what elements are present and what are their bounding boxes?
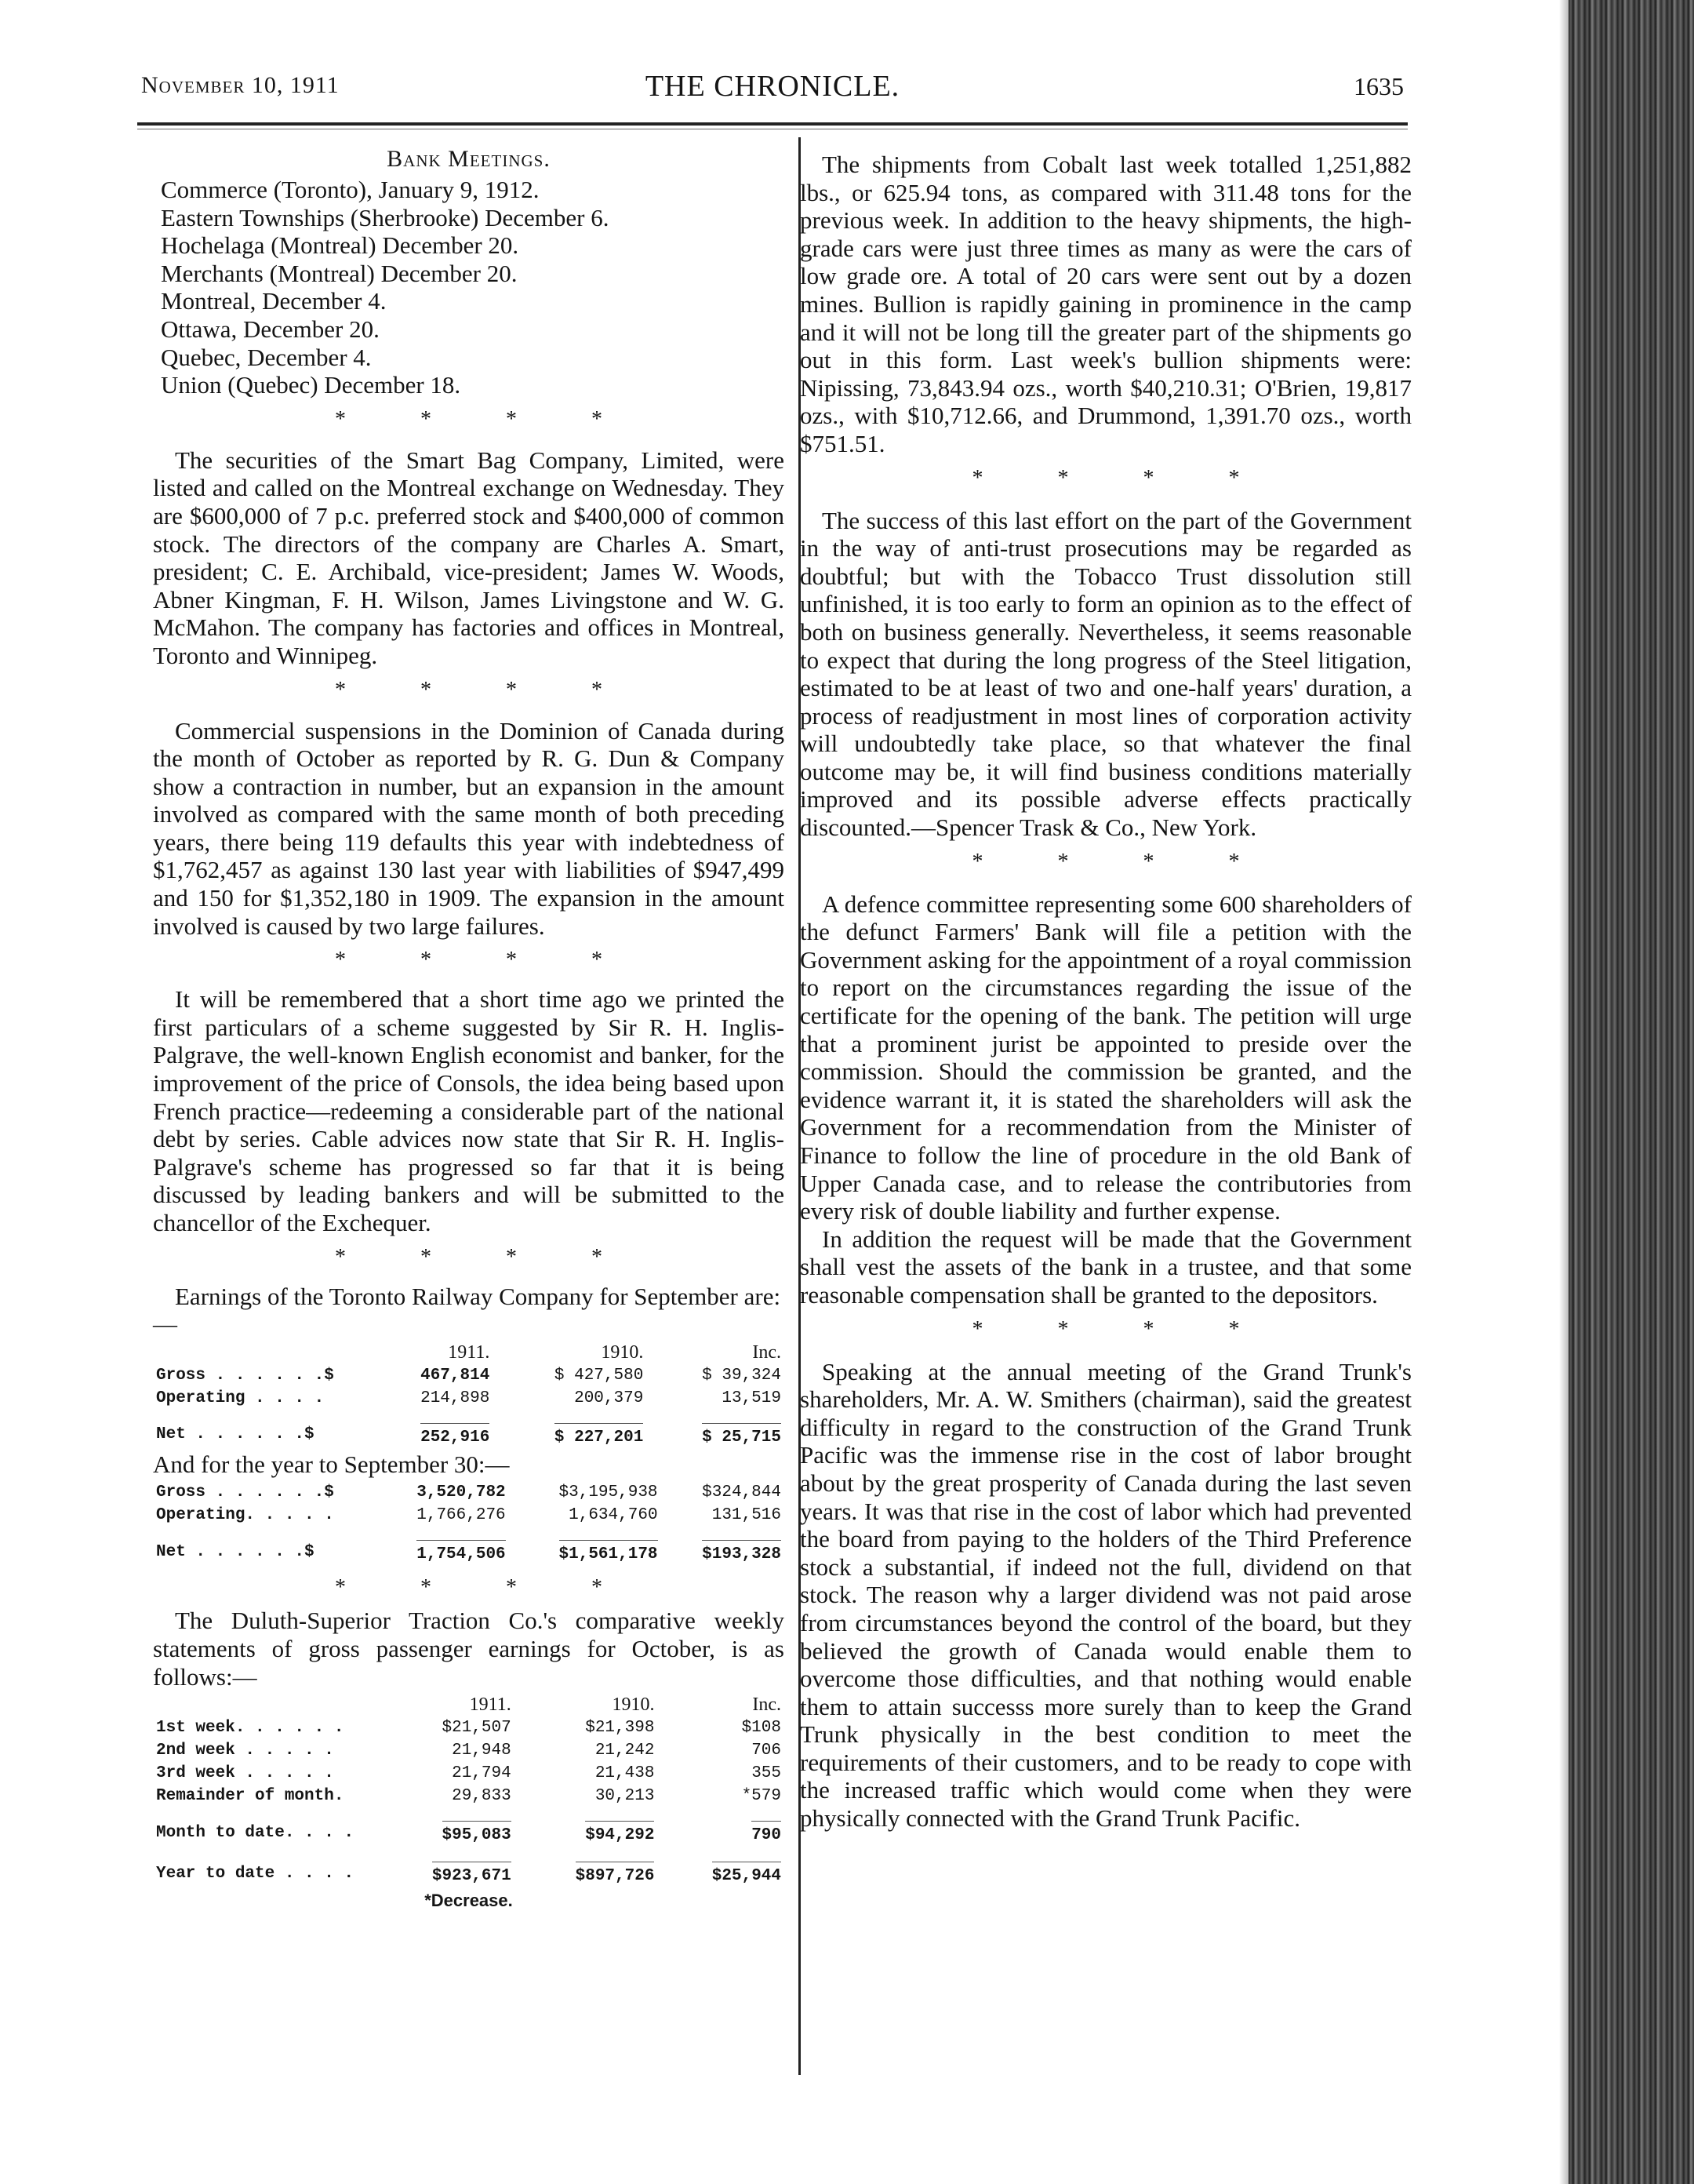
left-column (153, 141, 784, 1911)
bank-meetings-title: Bank Meetings. (387, 146, 551, 172)
decrease-footnote: *Decrease. (424, 1891, 513, 1911)
section-separator: * * * * (335, 406, 637, 431)
section-separator: * * * * (972, 1316, 1274, 1341)
duluth-traction-intro: The Duluth-Superior Traction Co.'s comparative weekly statements of gross passenger earnings for October, is as follows:— (153, 1607, 784, 1691)
section-separator: * * * * (335, 948, 637, 973)
article-farmers-bank: A defence committee representing some 600 shareholders of the defunct Farmers' Bank will file a petition with the Government asking for the appointment of a royal commission to report on the circumstances regarding the issue of the certificate for the opening of the bank. The petition will urge that a prominent jurist be appointed to preside over the commission. Should the commission be granted, and the evidence warrant it, it is stated the shareholders will ask the Government for a recommendation from the Minister of Finance to follow the line of procedure in the old Bank of Upper Canada case, and to release the contributories from every risk of double liability and further expense. (800, 890, 1412, 1225)
bank-meeting-item: Quebec, December 4. (161, 343, 372, 371)
table-row: Operating. . . . . 1,766,276 1,634,760 131,516 (156, 1506, 781, 1525)
article-smart-bag: The securities of the Smart Bag Company, Limited, were listed and called on the Montreal exchange on Wednesday. They are $600,000 of 7 p.c. preferred stock and $400,000 of common stock. The directors of the company are Charles A. Smart, president; C. E. Archibald, vice-president; James W. Woods, Abner Kingman, F. H. Wilson, James Livingstone and W. G. McMahon. The company has factories and offices in Montreal, Toronto and Winnipeg. (153, 446, 784, 669)
table-header: Inc. (752, 1694, 781, 1716)
table-total-row: Net . . . . . .$ 1,754,506 $1,561,178 $193,328 (153, 1527, 784, 1567)
page-number: 1635 (1354, 72, 1404, 100)
bank-meeting-item: Hochelaga (Montreal) December 20. (161, 231, 519, 260)
section-separator: * * * * (335, 677, 637, 702)
section-separator: * * * * (972, 849, 1274, 874)
header-title: THE CHRONICLE. (645, 70, 900, 103)
table-header: 1910. (612, 1694, 655, 1716)
header-date: November 10, 1911 (141, 72, 340, 98)
toronto-railway-september-table (153, 1341, 784, 1451)
table-total-row: Year to date . . . . $923,671 $897,726 $25,944 (153, 1848, 784, 1889)
table-row: 1st week. . . . . . $21,507 $21,398 $108 (156, 1719, 781, 1738)
right-column (800, 141, 1412, 1833)
table-header (153, 1694, 371, 1716)
article-farmers-bank-continued: In addition the request will be made that the Government shall vest the assets of the bank in a trustee, and that some reasonable compensation shall be granted to the depositors. (800, 1225, 1412, 1309)
article-grand-trunk: Speaking at the annual meeting of the Grand Trunk's shareholders, Mr. A. W. Smithers (chairman), said the greatest difficulty in regard to the construction of the Grand Trunk Pacific was the immense rise in the cost of labor brought about by the great prosperity of Canada during the last seven years. It was that rise in the cost of labor which had prevented the board from paying to the holders of the Third Preference stock a substantial, if indeed not the full, dividend on that stock. The reason why a larger dividend was not paid arose from circumstances beyond the control of the board, but they believed the growth of Canada would enable them to overcome those difficulties, and that nothing would enable them to attain successs more surely than to keep the Grand Trunk physically in the best condition to meet the requirements of their customers, and to be ready to cope with the increased traffic which would come when they were physically connected with the Grand Trunk Pacific. (800, 1357, 1412, 1833)
page-header (141, 69, 1404, 108)
toronto-railway-intro: Earnings of the Toronto Railway Company for September are:— (153, 1282, 781, 1338)
table-header (153, 1341, 371, 1364)
article-commercial-suspensions: Commercial suspensions in the Dominion of Canada during the month of October as reported by R. G. Dun & Company show a contraction in number, but an expansion in the amount involved as compared with the same month of both preceding years, there being 119 defaults this year with indebtedness of $1,762,457 as against 130 last year with liabilities of $947,499 and 150 for $1,352,180 in 1909. The expansion in the amount involved is caused by two large failures. (153, 716, 784, 940)
table-row: 2nd week . . . . . 21,948 21,242 706 (156, 1742, 781, 1760)
section-separator: * * * * (972, 465, 1274, 490)
table-total-row: Net . . . . . .$ 252,916 $ 227,201 $ 25,715 (153, 1410, 784, 1451)
header-rule (137, 122, 1408, 126)
bank-meeting-item: Merchants (Montreal) December 20. (161, 259, 518, 287)
toronto-railway-year-table (153, 1481, 784, 1567)
table-header: 1911. (448, 1341, 490, 1363)
section-separator: * * * * (335, 1575, 637, 1600)
table-header: 1910. (601, 1341, 644, 1363)
article-anti-trust: The success of this last effort on the part of the Government in the way of anti-trust prosecutions may be regarded as doubtful; but with the Tobacco Trust dissolution still unfinished, it is too early to form an opinion as to the effect of both on business generally. Nevertheless, it seems reasonable to expect that during the long progress of the Steel litigation, estimated to be at least of two and one-half years' duration, a process of readjustment in most lines of corporation activity will undoubtedly take place, so that whatever the final outcome may be, it will find business conditions materially improved and its possible adverse effects practically discounted.—Spencer Trask & Co., New York. (800, 506, 1412, 842)
article-cobalt-shipments: The shipments from Cobalt last week totalled 1,251,882 lbs., or 625.94 tons, as compared with 311.48 tons for the previous week. In addition to the heavy shipments, the high-grade cars were just three times as many as were the cars of low grade ore. A total of 20 cars were sent out by a dozen mines. Bullion is rapidly gaining in prominence in the camp and it will not be long till the greater part of the shipments go out in this form. Last week's bullion shipments were: Nipissing, 73,843.94 ozs., worth $40,210.31; O'Brien, 19,817 ozs., with $10,712.66, and Drummond, 1,391.70 ozs., worth $751.51. (800, 151, 1412, 457)
table-header: 1911. (469, 1694, 511, 1716)
table-header: Inc. (752, 1341, 781, 1363)
section-separator: * * * * (335, 1244, 637, 1269)
table-row: 3rd week . . . . . 21,794 21,438 355 (156, 1764, 781, 1783)
table-row: Gross . . . . . .$ 3,520,782 $3,195,938 $324,844 (156, 1483, 781, 1502)
book-binding-edge (1569, 0, 1694, 2184)
article-consols: It will be remembered that a short time ago we printed the first particulars of a scheme suggested by Sir R. H. Inglis-Palgrave, the well-known English economist and banker, for the improvement of the price of Consols, the idea being based upon French practice—redeeming a considerable part of the national debt by series. Cable advices now state that Sir R. H. Inglis-Palgrave's scheme has progressed so far that it is being discussed by leading bankers and will be submitted to the chancellor of the Exchequer. (153, 985, 784, 1236)
bank-meeting-item: Montreal, December 4. (161, 287, 387, 315)
bank-meeting-item: Eastern Townships (Sherbrooke) December 6. (161, 203, 609, 231)
table-row: Gross . . . . . .$ 467,814 $ 427,580 $ 39,324 (156, 1366, 781, 1385)
table-total-row: Month to date. . . . $95,083 $94,292 790 (153, 1807, 784, 1848)
bank-meetings-list (153, 176, 784, 399)
table-row: Operating . . . . 214,898 200,379 13,519 (156, 1389, 781, 1407)
duluth-traction-table (153, 1694, 784, 1889)
bank-meeting-item: Union (Quebec) December 18. (161, 371, 461, 399)
toronto-railway-year-intro: And for the year to September 30:— (153, 1450, 510, 1478)
table-row: Remainder of month. 29,833 30,213 *579 (156, 1787, 781, 1806)
bank-meeting-item: Commerce (Toronto), January 9, 1912. (161, 176, 540, 203)
bank-meeting-item: Ottawa, December 20. (161, 315, 380, 343)
